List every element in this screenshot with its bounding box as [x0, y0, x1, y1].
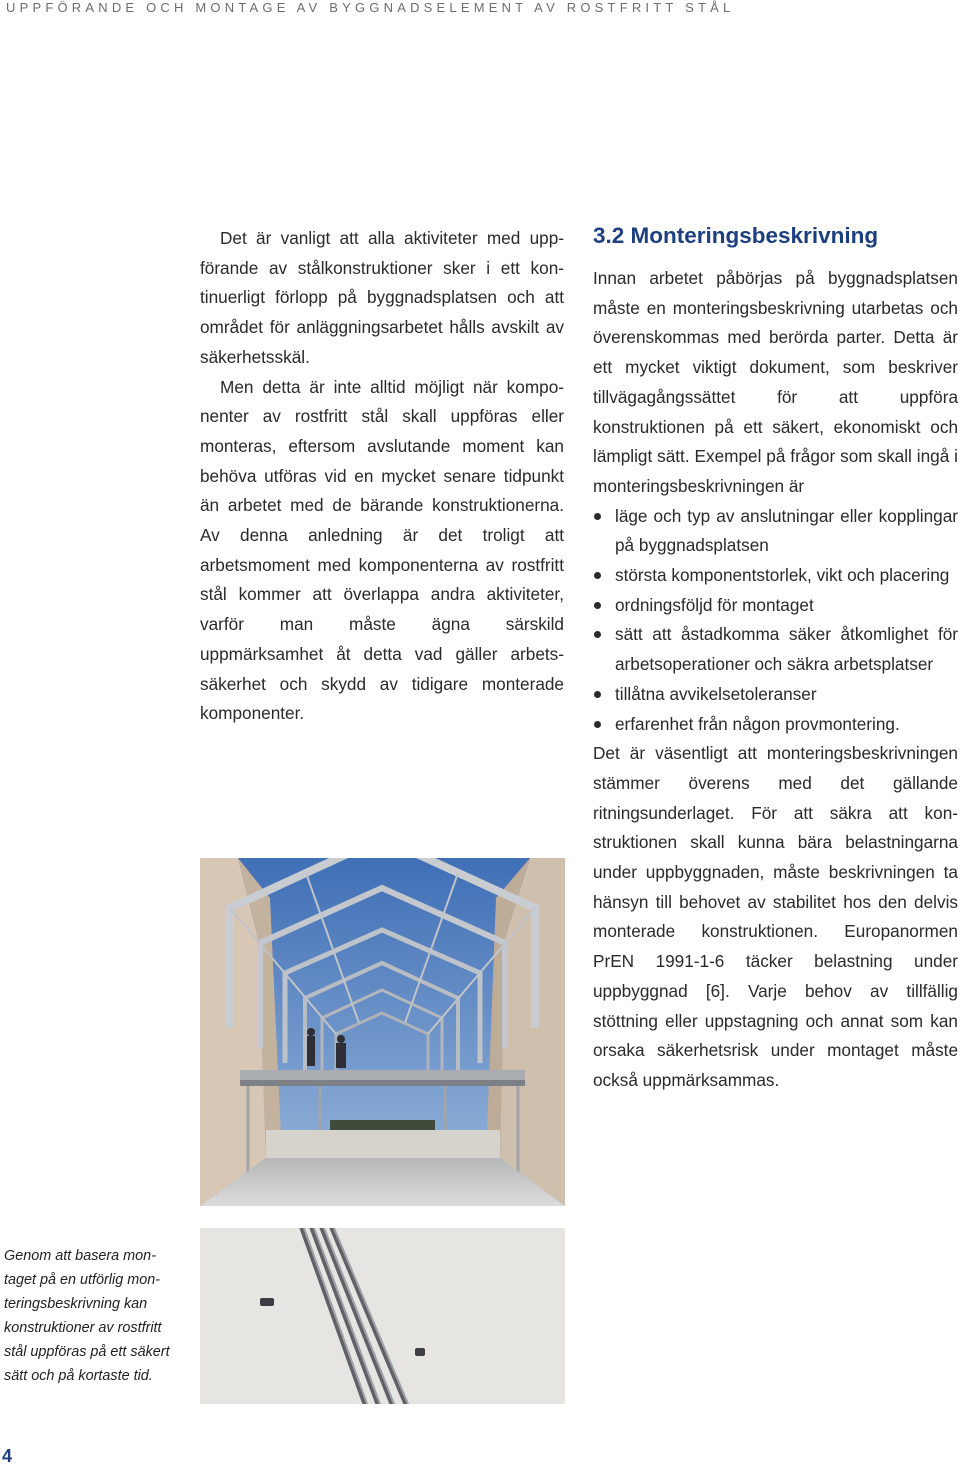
- bullet-list: [593, 502, 958, 740]
- list-item: ordningsföljd för montaget: [593, 591, 958, 621]
- construction-site-photo: [200, 858, 565, 1206]
- body-paragraph: Innan arbetet påbörjas på byggnadsplatsen måste en monteringsbeskrivning utarbetas och överenskommas med berörda parter. Detta är ett mycket viktigt dokument, som beskriver tillvägagångssättet för att uppföra konstruktionen på ett säkert, ekonomiskt och lämpligt sätt. Exempel på frågor som skall ingå i monteringsbeskrivningen är: [593, 268, 958, 496]
- photo-caption: Genom att basera montaget på en utförlig monteringsbeskrivning kan konstruktioner av rostfritt stål uppföras på ett säkert sätt och på kortaste tid.: [4, 1248, 170, 1384]
- list-item: tillåtna avvikelsetoleranser: [593, 680, 958, 710]
- list-item: sätt att åstadkomma säker åtkomlighet för arbetsoperationer och säkra arbetsplatser: [593, 620, 958, 679]
- list-item: läge och typ av anslutningar eller kopplingar på byggnadsplatsen: [593, 502, 958, 561]
- body-paragraph: Det är vanligt att alla aktiviteter med uppförande av stålkonstruktioner sker i ett kontinuerligt förlopp på byggnadsplatsen och att området för anläggningsarbetet hålls avskilt av säkerhetsskäl.: [200, 228, 564, 367]
- body-paragraph: Men detta är inte alltid möjligt när komponenter av rostfritt stål skall uppföras eller monteras, eftersom avslutande moment kan behöva utföras vid en mycket senare tidpunkt än arbetet med de bärande konstruktionerna. Av denna anledning är det troligt att arbetsmoment med komponenterna av rostfritt stål kommer att överlappa andra aktiviteter, varför man måste ägna särskild uppmärksamhet åt detta vad gäller arbetssäkerhet och skydd av tidigare monterade komponenter.: [200, 376, 564, 724]
- steel-tubes-photo: [200, 1228, 565, 1404]
- right-text-column: [593, 220, 958, 1096]
- running-head: UPPFÖRANDE OCH MONTAGE AV BYGGNADSELEMENT AV ROSTFRITT STÅL: [6, 0, 735, 15]
- body-paragraph: Det är väsentligt att monteringsbeskrivningen stämmer överens med det gällande ritningsunderlaget. För att säkra att konstruktionen skall kunna bära belastningarna under uppbyggnaden, måste beskrivningen ta hänsyn till behovet av stabilitet hos den delvis monterade konstruktionen. Europanormen PrEN 1991-1-6 täcker belastning under uppbyggnad [6]. Varje behov av tillfällig stöttning eller uppstagning och annat som kan orsaka säkerhetsrisk under montaget måste också uppmärksammas.: [593, 743, 958, 1090]
- left-text-column: [200, 224, 564, 729]
- page-number: 4: [2, 1446, 13, 1466]
- section-heading: 3.2 Monteringsbeskrivning: [593, 223, 879, 248]
- list-item: största komponentstorlek, vikt och placering: [593, 561, 958, 591]
- list-item: erfarenhet från någon provmontering.: [593, 710, 958, 740]
